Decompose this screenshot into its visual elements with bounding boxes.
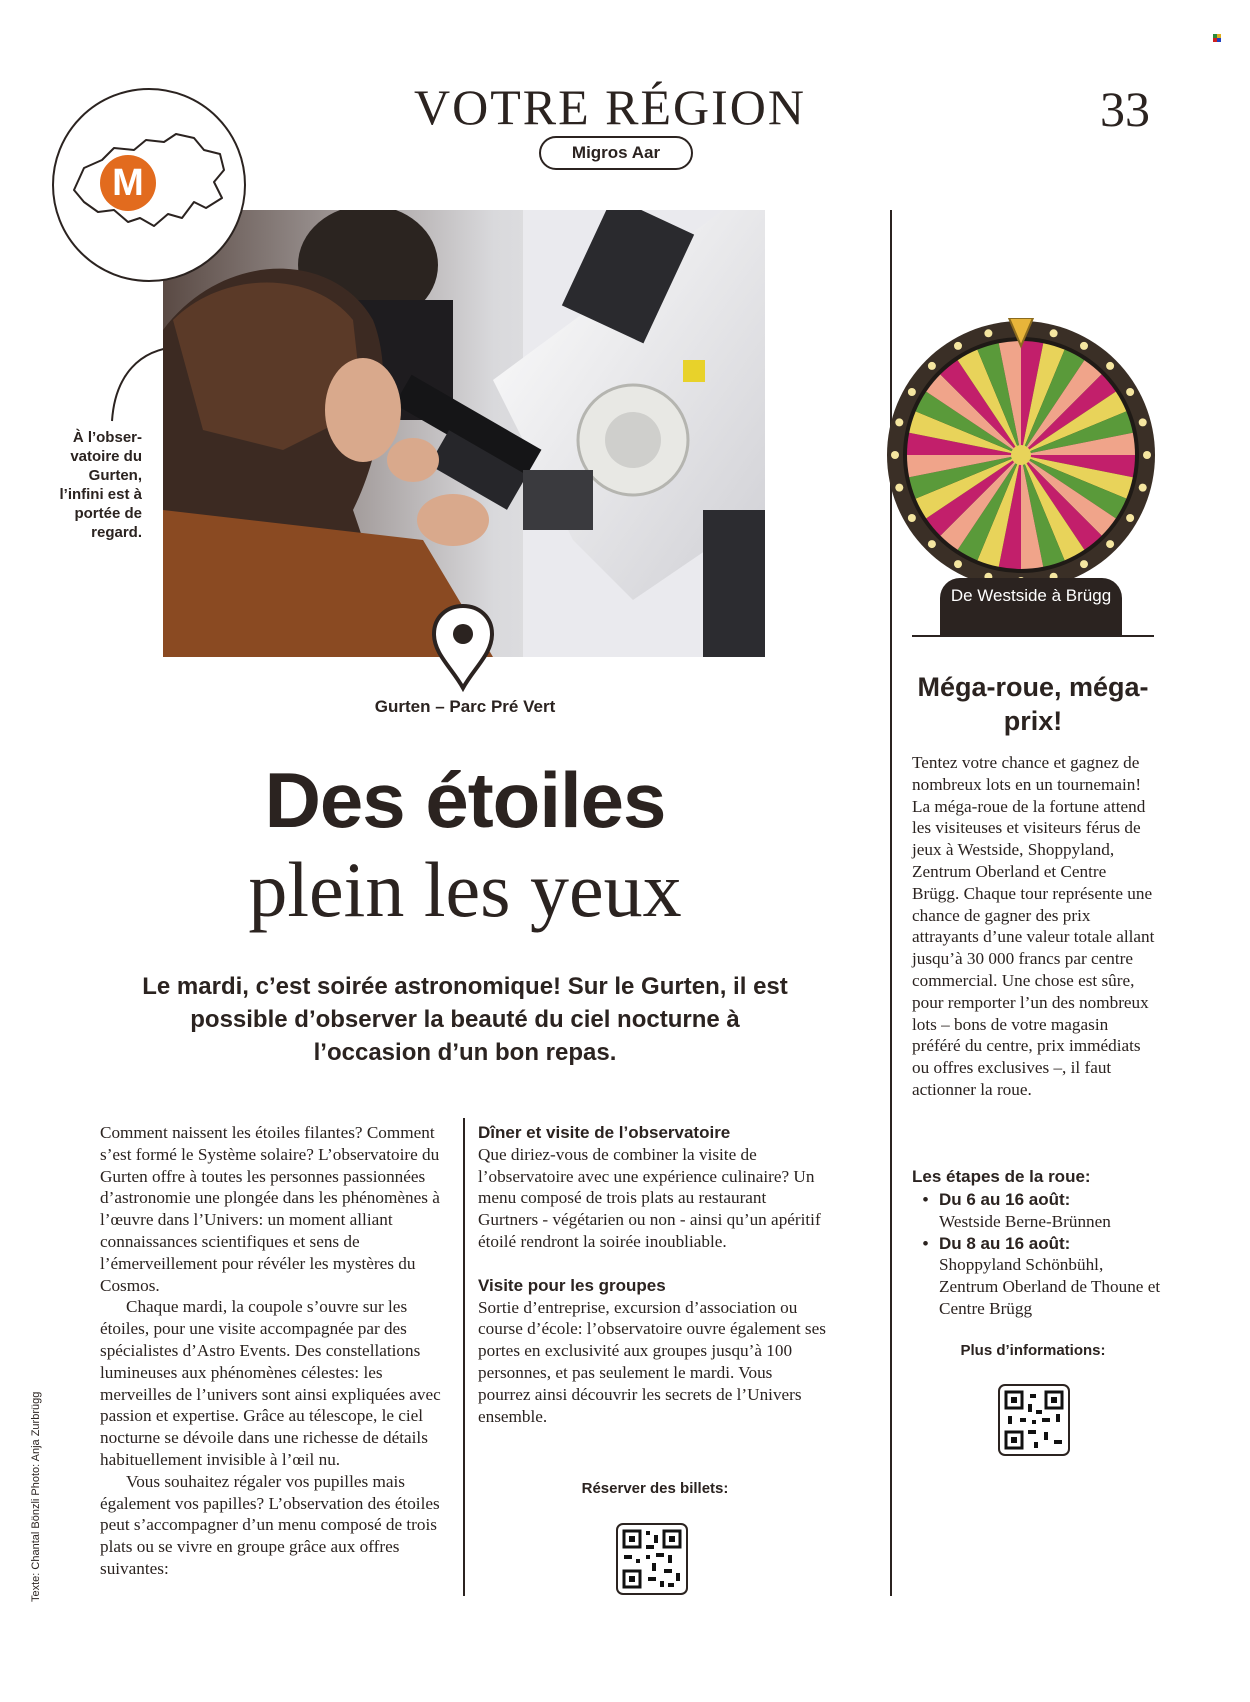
wheel-light — [1139, 484, 1147, 492]
photo-caption: À l’obser-vatoire du Gurten, l’infini est à portée de regard. — [59, 429, 142, 541]
stages-title: Les étapes de la roue: — [912, 1167, 1091, 1186]
event-banner: De Westside à Brügg — [940, 578, 1122, 635]
body-paragraph: Que diriez-vous de combiner la visite de l’observatoire avec une expérience culinaire? Un menu composé de trois plats au restaurant Gurtners - végétarien ou non - ainsi qu’un apéritif étoilé rendront la soirée inoubliable. — [478, 1144, 821, 1251]
wheel-light — [1080, 342, 1088, 350]
qr-code-icon[interactable] — [616, 1523, 688, 1595]
headline-bold: Des étoiles — [264, 756, 666, 844]
wheel-light — [908, 388, 916, 396]
wheel-light — [984, 329, 992, 337]
reserve-tickets-label: Réserver des billets: — [581, 1480, 729, 1497]
body-paragraph: Chaque mardi, la coupole s’ouvre sur les étoiles, pour une visite accompagnée par des spécialistes d’Astro Events. Des constellations lumineuses aux phénomènes célestes: les merveilles de l’univers sont ainsi expliquées avec passion et expertise. Grâce au télescope, le ciel nocturne se dévoile dans une richesse de détails habituellement invisible à l’œil nu. — [100, 1297, 441, 1469]
print-color-mark-icon — [1213, 34, 1221, 42]
qr-code-icon[interactable] — [998, 1384, 1070, 1456]
more-info-label: Plus d’informations: — [960, 1342, 1106, 1359]
wheel-light — [1106, 362, 1114, 370]
banner-rule — [912, 635, 1154, 637]
wheel-light — [1126, 514, 1134, 522]
observatory-photo — [163, 210, 765, 657]
wheel-light — [895, 484, 903, 492]
wheel-light — [1106, 540, 1114, 548]
article-column-1 — [100, 1122, 445, 1580]
wheel-light — [1143, 451, 1151, 459]
photo-credits: Texte: Chantal Bönzli Photo: Anja Zurbrügg — [30, 1391, 42, 1602]
wheel-light — [928, 362, 936, 370]
bullet: • — [922, 1233, 929, 1253]
wheel-light — [891, 451, 899, 459]
wheel-light — [1139, 418, 1147, 426]
article-column-2 — [478, 1122, 828, 1427]
location-pin-icon — [428, 602, 498, 692]
wheel-light — [895, 418, 903, 426]
stages-list — [912, 1189, 1162, 1320]
stage-date: Du 8 au 16 août: — [939, 1233, 1071, 1253]
sidebar-title: Méga-roue, méga-prix! — [917, 672, 1149, 736]
stage-places: Shoppyland Schönbühl, Zentrum Oberland de Thoune et Centre Brügg — [939, 1255, 1161, 1318]
body-paragraph: Vous souhaitez régaler vos pupilles mais également vos papilles? L’observation des étoiles peut s’accompagner d’un menu composé de trois plats ou se vivre en groupe grâce aux offres suivantes: — [100, 1471, 440, 1578]
list-item — [912, 1233, 1162, 1320]
sidebar-body: Tentez votre chance et gagnez de nombreux lots en un tournemain! La méga-roue de la fortune attend les visiteuses et visiteurs férus de jeux à Westside, Shoppyland, Zentrum Oberland et Centre Brügg. Chaque tour représente une chance de gagner des prix attrayants d’une valeur totale allant jusqu’à 30 000 francs par centre commercial. Une chose est sûre, pour remporter l’un des nombreux lots – bons de votre magasin préféré du centre, prix immédiats ou offres exclusives –, il faut actionner la roue. — [912, 753, 1155, 1099]
wheel-light — [1050, 329, 1058, 337]
wheel-light — [1080, 560, 1088, 568]
migros-logo: M — [100, 155, 156, 211]
lead-paragraph: Le mardi, c’est soirée astronomique! Sur le Gurten, il est possible d’observer la beauté du ciel nocturne à l’occasion d’un bon repas. — [142, 973, 788, 1066]
section-heading-dinner: Dîner et visite de l’observatoire — [478, 1123, 731, 1142]
stage-places: Westside Berne-Brünnen — [939, 1211, 1111, 1231]
telescope-observer-image — [163, 210, 765, 657]
wheel-light — [928, 540, 936, 548]
section-title: VOTRE RÉGION — [413, 79, 807, 135]
region-badge: Migros Aar — [539, 136, 693, 170]
location-label: Gurten – Parc Pré Vert — [374, 697, 556, 716]
bullet: • — [922, 1190, 929, 1209]
fortune-wheel-image — [884, 318, 1158, 592]
body-paragraph: Sortie d’entreprise, excursion d’association ou course d’école: l’observatoire ouvre également ses portes en exclusivité aux groupes jusqu’à 100 personnes, et pas seulement le mardi. Vous pourrez ainsi découvrir les secrets de l’Univers ensemble. — [478, 1297, 826, 1426]
list-item — [912, 1189, 1162, 1233]
wheel-light — [908, 514, 916, 522]
section-heading-groups: Visite pour les groupes — [478, 1275, 666, 1295]
headline-light: plein les yeux — [248, 846, 682, 933]
column-divider — [463, 1118, 465, 1596]
body-paragraph: Comment naissent les étoiles filantes? Comment s’est formé le Système solaire? L’observatoire du Gurten offre à toutes les personnes passionnées d’astronomie une plongée dans les phénomènes à l’œuvre dans l’Univers: un moment alliant connaissances scientifiques et sens de l’émerveillement pour révéler les mystères du Cosmos. — [100, 1123, 440, 1295]
wheel-light — [1126, 388, 1134, 396]
stage-date: Du 6 au 16 août: — [939, 1190, 1071, 1209]
wheel-light — [954, 342, 962, 350]
wheel-light — [954, 560, 962, 568]
page-number: 33 — [1100, 81, 1150, 137]
